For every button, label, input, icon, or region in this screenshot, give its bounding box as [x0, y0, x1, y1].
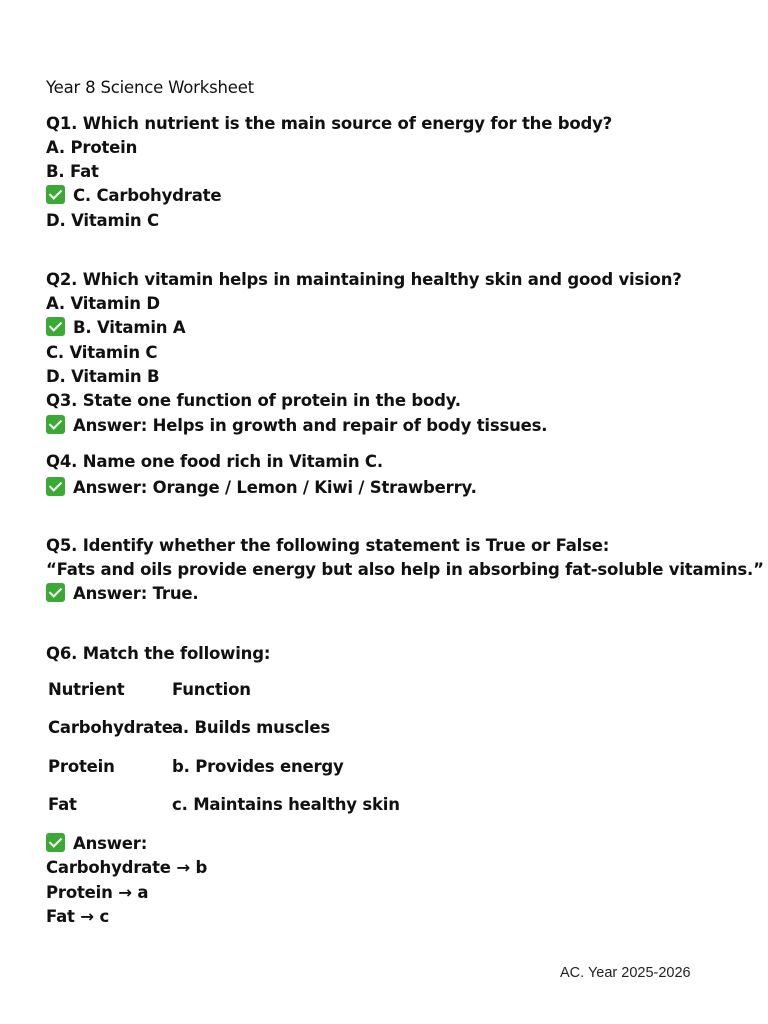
table-cell-function: c. Maintains healthy skin — [172, 795, 400, 814]
check-mark-icon — [46, 415, 65, 434]
q6-answer-line: Carbohydrate → b — [46, 858, 208, 877]
q3-question: Q3. State one function of protein in the body. — [46, 391, 461, 410]
q6-answer-line: Protein → a — [46, 883, 149, 902]
table-cell-nutrient: Protein — [48, 757, 115, 776]
check-mark-icon — [46, 317, 65, 336]
table-header-nutrient: Nutrient — [48, 680, 125, 699]
q1-option-c-text: C. Carbohydrate — [73, 186, 222, 205]
q3-answer-text: Answer: Helps in growth and repair of body tissues. — [73, 416, 548, 435]
q2-option-a: A. Vitamin D — [46, 294, 160, 313]
q4-answer-text: Answer: Orange / Lemon / Kiwi / Strawberry. — [73, 478, 477, 497]
q4-question: Q4. Name one food rich in Vitamin C. — [46, 452, 383, 471]
q5-answer-text: Answer: True. — [73, 584, 199, 603]
footer-academic-year: AC. Year 2025-2026 — [560, 965, 691, 981]
worksheet-title: Year 8 Science Worksheet — [46, 78, 254, 97]
table-cell-function: a. Builds muscles — [172, 718, 330, 737]
q4-answer — [46, 476, 477, 500]
q6-answer-label — [46, 832, 147, 856]
q2-question: Q2. Which vitamin helps in maintaining healthy skin and good vision? — [46, 270, 682, 289]
q3-answer — [46, 414, 547, 438]
q2-option-c: C. Vitamin C — [46, 343, 158, 362]
table-header-function: Function — [172, 680, 251, 699]
table-cell-nutrient: Fat — [48, 795, 77, 814]
q1-question: Q1. Which nutrient is the main source of energy for the body? — [46, 114, 613, 133]
q1-option-b: B. Fat — [46, 162, 99, 181]
q2-option-b-correct — [46, 316, 185, 340]
q5-answer — [46, 582, 198, 606]
q1-option-d: D. Vitamin C — [46, 211, 159, 230]
q6-answer-line: Fat → c — [46, 907, 110, 926]
table-cell-function: b. Provides energy — [172, 757, 344, 776]
q1-option-c-correct — [46, 184, 221, 208]
q2-option-d: D. Vitamin B — [46, 367, 160, 386]
check-mark-icon — [46, 477, 65, 496]
q2-option-b-text: B. Vitamin A — [73, 318, 186, 337]
check-mark-icon — [46, 185, 65, 204]
q1-option-a: A. Protein — [46, 138, 138, 157]
table-cell-nutrient: Carbohydrate — [48, 718, 173, 737]
q6-question: Q6. Match the following: — [46, 644, 271, 663]
check-mark-icon — [46, 583, 65, 602]
q5-statement: “Fats and oils provide energy but also help in absorbing fat-soluble vitamins.” — [46, 560, 764, 579]
q5-question: Q5. Identify whether the following statement is True or False: — [46, 536, 610, 555]
q6-answer-label-text: Answer: — [73, 834, 148, 853]
check-mark-icon — [46, 833, 65, 852]
